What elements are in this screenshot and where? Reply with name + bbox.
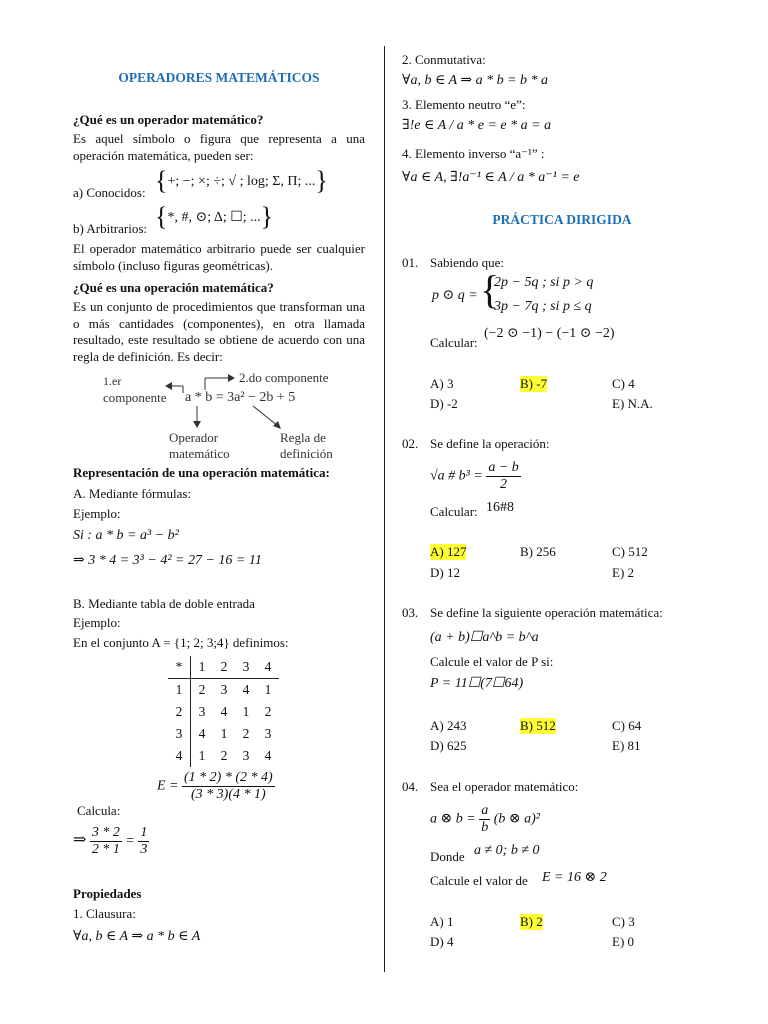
property-closure: 1. Clausura:: [73, 906, 136, 921]
property-closure-formula: ∀a, b ∈ A ⇒ a * b ∈ A: [73, 929, 201, 944]
problem-1-statement: Sabiendo que:: [430, 255, 505, 270]
problem-2-def-lhs: √a # b³ =: [430, 468, 483, 484]
page-title: OPERADORES MATEMÁTICOS: [118, 70, 320, 85]
table-cell: 1: [220, 726, 228, 741]
table-row: [168, 701, 279, 723]
e-denominator: (3 * 3)(4 * 1): [191, 787, 266, 802]
property-commutative-formula: ∀a, b ∈ A ⇒ a * b = b * a: [402, 73, 549, 88]
operation-diagram: [73, 366, 365, 466]
table-cell: 4: [264, 748, 272, 763]
arbitrary-label: b) Arbitrarios:: [73, 221, 148, 236]
property-neutral-formula: ∃!e ∈ A / a * e = e * a = a: [402, 118, 552, 133]
set-definition: En el conjunto A = {1; 2; 3;4} definimos:: [73, 635, 289, 650]
result-denominator: 2 * 1: [91, 842, 120, 857]
table-header-cell: 2: [213, 656, 235, 679]
table-cell: 4: [198, 726, 206, 741]
e-expression: [157, 770, 275, 803]
table-row-header: 2: [168, 701, 191, 723]
problem-4-option-e[interactable]: E) 0: [612, 934, 635, 949]
table-header-cell: 4: [257, 656, 279, 679]
problem-2-statement: Se define la operación:: [430, 436, 550, 451]
property-inverse-formula: ∀a ∈ A, ∃!a⁻¹ ∈ A / a * a⁻¹ = e: [402, 170, 580, 185]
problem-3-calc-label: Calcule el valor de P si:: [430, 654, 554, 669]
table-cell: 2: [220, 748, 228, 763]
problem-3-statement: Se define la siguiente operación matemática:: [430, 605, 663, 620]
property-inverse: 4. Elemento inverso “a⁻¹” :: [402, 146, 545, 161]
problem-4-number: 04.: [402, 779, 419, 794]
problem-4-def-num: a: [481, 803, 489, 818]
problem-3-def: (a + b)☐a^b = b^a: [430, 630, 539, 645]
problem-2-def-den: 2: [500, 477, 508, 492]
calcula-label: Calcula:: [77, 803, 121, 818]
problem-1-case-2: 3p − 7q ; si p ≤ q: [494, 299, 592, 314]
problem-4-option-c[interactable]: C) 3: [612, 914, 635, 929]
table-header-cell: 3: [235, 656, 257, 679]
problem-3-calc-expr: P = 11☐(7☐64): [430, 676, 524, 691]
rule-label: Regla de: [280, 430, 326, 445]
table-row: [168, 679, 279, 702]
table-cell: 4: [242, 682, 250, 697]
problem-1-calc-expr: (−2 ⊙ −1) − (−1 ⊙ −2): [484, 326, 615, 341]
problem-1-option-c[interactable]: C) 4: [612, 376, 635, 391]
problem-4-def-rhs: (b ⊗ a)²: [493, 811, 540, 827]
operation-expression: a * b = 3a² − 2b + 5: [185, 390, 296, 405]
example-label-2: Ejemplo:: [73, 615, 121, 630]
table-cell: 3: [220, 682, 228, 697]
table-header-cell: 1: [191, 656, 214, 679]
problem-4-def-fraction: [479, 803, 490, 836]
properties-title: Propiedades: [73, 886, 142, 901]
first-component-label: componente: [103, 390, 167, 405]
arbitrary-description: El operador matemático arbitrario puede ser cualquier símbolo (incluso figuras geométricas).: [73, 241, 365, 273]
property-commutative: 2. Conmutativa:: [402, 52, 486, 67]
table-cell: 1: [264, 682, 272, 697]
table-cell: 2: [264, 704, 272, 719]
problem-4-option-b[interactable]: B) 2: [520, 914, 543, 929]
problem-2-option-b[interactable]: B) 256: [520, 544, 556, 559]
arbitrary-set: {*, #, ⊙; Δ; ☐; ...}: [155, 202, 274, 231]
known-set-text: +; −; ×; ÷; √ ; log; Σ, Π; ...: [167, 174, 316, 189]
e-fraction: [182, 770, 275, 803]
result-arrow: ⇒: [73, 831, 87, 849]
representation-title: Representación de una operación matemática:: [73, 465, 330, 480]
problem-4-def-den: b: [481, 820, 489, 835]
problem-2-calc-label: Calcular:: [430, 504, 478, 519]
problem-2-option-d[interactable]: D) 12: [430, 565, 460, 580]
formula-definition: Si : a * b = a³ − b²: [73, 528, 179, 543]
rule-label-2: definición: [280, 446, 333, 461]
problem-2-option-a[interactable]: A) 127: [430, 544, 467, 559]
table-row-header: 4: [168, 745, 191, 767]
second-component-label: 2.do componente: [239, 370, 329, 385]
problem-4-def: [430, 803, 540, 836]
table-cell: 3: [198, 704, 206, 719]
problem-1-def-lhs: p ⊙ q =: [432, 288, 478, 303]
result-equals: =: [125, 833, 135, 849]
definition-operation: Es un conjunto de procedimientos que transforman una o más cantidades (componentes), en otra llamada resultado, este resultado se obtiene de acuerdo con una regla de definición. Es decir:: [73, 299, 365, 364]
table-cell: 2: [242, 726, 250, 741]
problem-2-calc-expr: 16#8: [486, 500, 514, 515]
problem-2-option-e[interactable]: E) 2: [612, 565, 635, 580]
example-label-1: Ejemplo:: [73, 506, 121, 521]
column-divider: [384, 46, 385, 972]
known-set: {+; −; ×; ÷; √ ; log; Σ, Π; ...}: [155, 166, 328, 195]
problem-2-option-c[interactable]: C) 512: [612, 544, 648, 559]
table-cell: 1: [198, 748, 206, 763]
result-value-num: 1: [140, 825, 148, 840]
problem-1-calc-label: Calcular:: [430, 335, 478, 350]
problem-2-number: 02.: [402, 436, 419, 451]
e-lhs: E =: [157, 778, 179, 794]
table-cell: 3: [264, 726, 272, 741]
e-numerator: (1 * 2) * (2 * 4): [184, 770, 273, 785]
property-neutral: 3. Elemento neutro “e”:: [402, 97, 526, 112]
problem-1-option-b[interactable]: B) -7: [520, 376, 548, 391]
problem-3-option-b[interactable]: B) 512: [520, 718, 556, 733]
problem-4-donde: Donde: [430, 849, 465, 864]
formula-example: ⇒ 3 * 4 = 3³ − 4² = 27 − 16 = 11: [73, 553, 262, 568]
table-cell: 4: [220, 704, 228, 719]
problem-4-option-d[interactable]: D) 4: [430, 934, 454, 949]
known-label: a) Conocidos:: [73, 185, 146, 200]
operation-table: [168, 656, 279, 767]
result-value-den: 3: [140, 842, 148, 857]
problem-3-number: 03.: [402, 605, 419, 620]
table-row: [168, 723, 279, 745]
practice-title: PRÁCTICA DIRIGIDA: [492, 212, 632, 227]
problem-4-statement: Sea el operador matemático:: [430, 779, 579, 794]
problem-1-option-d[interactable]: D) -2: [430, 396, 458, 411]
problem-1-option-a[interactable]: A) 3: [430, 376, 454, 391]
problem-3-option-c[interactable]: C) 64: [612, 718, 642, 733]
problem-4-donde-expr: a ≠ 0; b ≠ 0: [474, 843, 540, 858]
table-header-row: [168, 656, 279, 679]
result-numerator: 3 * 2: [91, 825, 120, 840]
section-b-title: B. Mediante tabla de doble entrada: [73, 596, 255, 611]
table-operator-cell: *: [168, 656, 191, 679]
problem-4-option-a[interactable]: A) 1: [430, 914, 454, 929]
problem-4-calc-expr: E = 16 ⊗ 2: [542, 870, 607, 885]
table-row-header: 3: [168, 723, 191, 745]
problem-1-case-1: 2p − 5q ; si p > q: [494, 275, 594, 290]
problem-1-brace: {: [480, 267, 500, 312]
result-fraction: [90, 825, 122, 858]
question-operator: ¿Qué es un operador matemático?: [73, 112, 264, 127]
table-cell: 3: [242, 748, 250, 763]
operator-label: Operador: [169, 430, 219, 445]
problem-3-option-d[interactable]: D) 625: [430, 738, 467, 753]
problem-3-option-a[interactable]: A) 243: [430, 718, 467, 733]
operator-label-2: matemático: [169, 446, 230, 461]
question-operation: ¿Qué es una operación matemática?: [73, 280, 274, 295]
problem-2-def-num: a − b: [488, 460, 519, 475]
result-expression: [73, 825, 149, 858]
first-ordinal: 1.er: [103, 374, 122, 388]
result-value: [138, 825, 149, 858]
section-a-title: A. Mediante fórmulas:: [73, 486, 192, 501]
problem-1-option-e[interactable]: E) N.A.: [612, 396, 653, 411]
table-row-header: 1: [168, 679, 191, 702]
problem-1-number: 01.: [402, 255, 419, 270]
table-row: [168, 745, 279, 767]
definition-operator: Es aquel símbolo o figura que representa a una operación matemática, pueden ser:: [73, 131, 365, 163]
problem-2-def-fraction: [486, 460, 520, 493]
table-cell: 2: [198, 682, 206, 697]
table-cell: 1: [242, 704, 250, 719]
problem-2-def: [430, 460, 521, 493]
problem-4-calc-label: Calcule el valor de: [430, 873, 528, 888]
problem-4-def-lhs: a ⊗ b =: [430, 811, 476, 827]
arbitrary-set-text: *, #, ⊙; Δ; ☐; ...: [167, 210, 261, 225]
problem-3-option-e[interactable]: E) 81: [612, 738, 641, 753]
